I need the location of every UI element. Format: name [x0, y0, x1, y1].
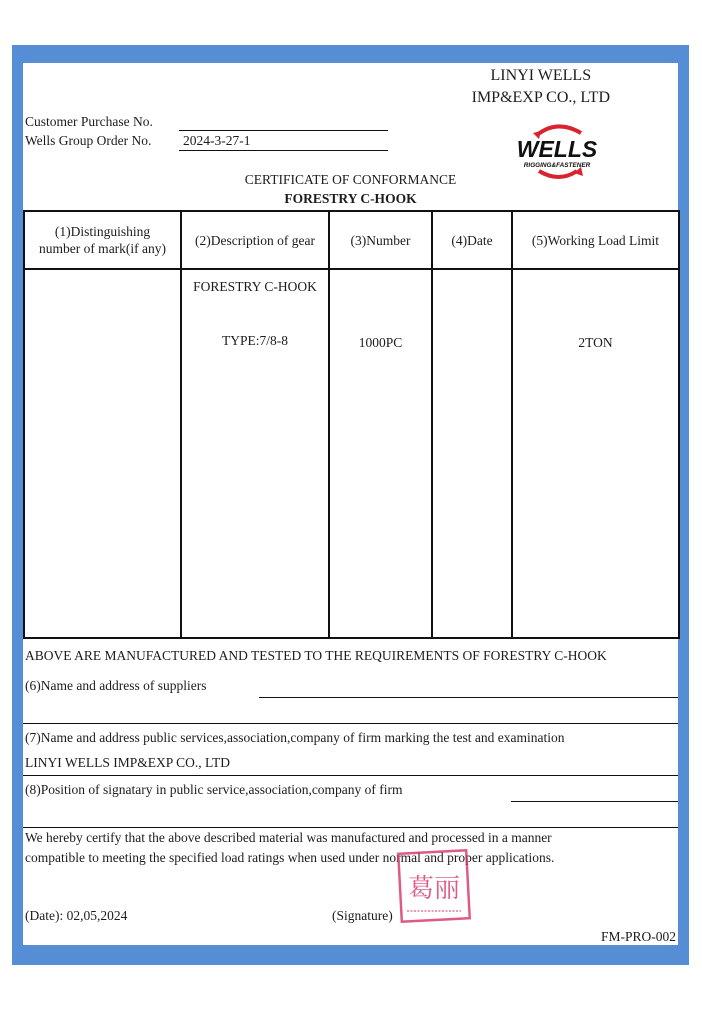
suppliers-label: (6)Name and address of suppliers [25, 678, 207, 693]
cell-description-line1: FORESTRY C-HOOK [193, 279, 317, 294]
logo-tagline: RIGGING&FASTENER [523, 162, 591, 169]
company-name [472, 65, 610, 109]
certificate-sheet [23, 63, 678, 945]
order-underline [179, 150, 388, 151]
marking-firm-value: LINYI WELLS IMP&EXP CO., LTD [25, 755, 230, 770]
marking-firm-label: (7)Name and address public services,association,company of firm marking the test and examination [25, 730, 565, 745]
customer-purchase-label: Customer Purchase No. [25, 114, 153, 129]
section8-divider [23, 827, 678, 828]
form-code: FM-PRO-002 [600, 929, 676, 944]
logo-text: WELLS [516, 136, 598, 162]
gear-table [23, 210, 680, 639]
section6-divider [23, 723, 678, 724]
cell-wll-value: 2TON [578, 335, 613, 350]
signature-label: (Signature) [332, 908, 393, 923]
section7-divider [23, 775, 678, 776]
signatary-position-underline [511, 801, 678, 802]
certificate-subtitle: FORESTRY C-HOOK [284, 191, 417, 206]
company-name-line2: IMP&EXP CO., LTD [471, 89, 610, 106]
column-header-mark [24, 211, 181, 269]
signatary-position-label: (8)Position of signatary in public service,association,company of firm [25, 782, 403, 797]
certificate-title: CERTIFICATE OF CONFORMANCE [244, 172, 457, 187]
logo-top-arrow [537, 126, 581, 135]
stamp-text: 葛丽 [407, 874, 461, 904]
cell-date [432, 269, 512, 638]
signature-stamp [397, 849, 471, 923]
company-name-line1: LINYI WELLS [490, 67, 592, 84]
column-header-number: (3)Number [329, 211, 432, 269]
certificate-title-wrap [23, 172, 678, 188]
column-header-wll: (5)Working Load Limit [512, 211, 679, 269]
suppliers-underline [259, 697, 678, 698]
table-row [24, 269, 679, 638]
cell-number-value: 1000PC [358, 335, 403, 350]
column-header-date: (4)Date [432, 211, 512, 269]
cell-description [181, 269, 329, 638]
certification-line2: compatible to meeting the specified load ratings when used under normal and proper applications. [25, 850, 555, 865]
table-header-row [24, 211, 679, 269]
cell-description-line2: TYPE:7/8-8 [222, 333, 288, 348]
column-header-description: (2)Description of gear [181, 211, 329, 269]
certification-line1: We hereby certify that the above described material was manufactured and processed in a manner [25, 830, 552, 845]
certificate-subtitle-wrap [23, 191, 678, 207]
column-header-mark-line2: number of mark(if any) [38, 241, 167, 256]
cell-mark [24, 269, 181, 638]
column-header-mark-line1: (1)Distinguishing [54, 224, 151, 239]
cell-number [329, 269, 432, 638]
order-label: Wells Group Order No. [25, 133, 152, 148]
order-value: 2024-3-27-1 [183, 133, 251, 148]
requirements-statement: ABOVE ARE MANUFACTURED AND TESTED TO THE REQUIREMENTS OF FORESTRY C-HOOK [25, 648, 607, 663]
cell-wll [512, 269, 679, 638]
customer-purchase-underline [179, 130, 388, 131]
date-label: (Date): 02,05,2024 [25, 908, 128, 923]
